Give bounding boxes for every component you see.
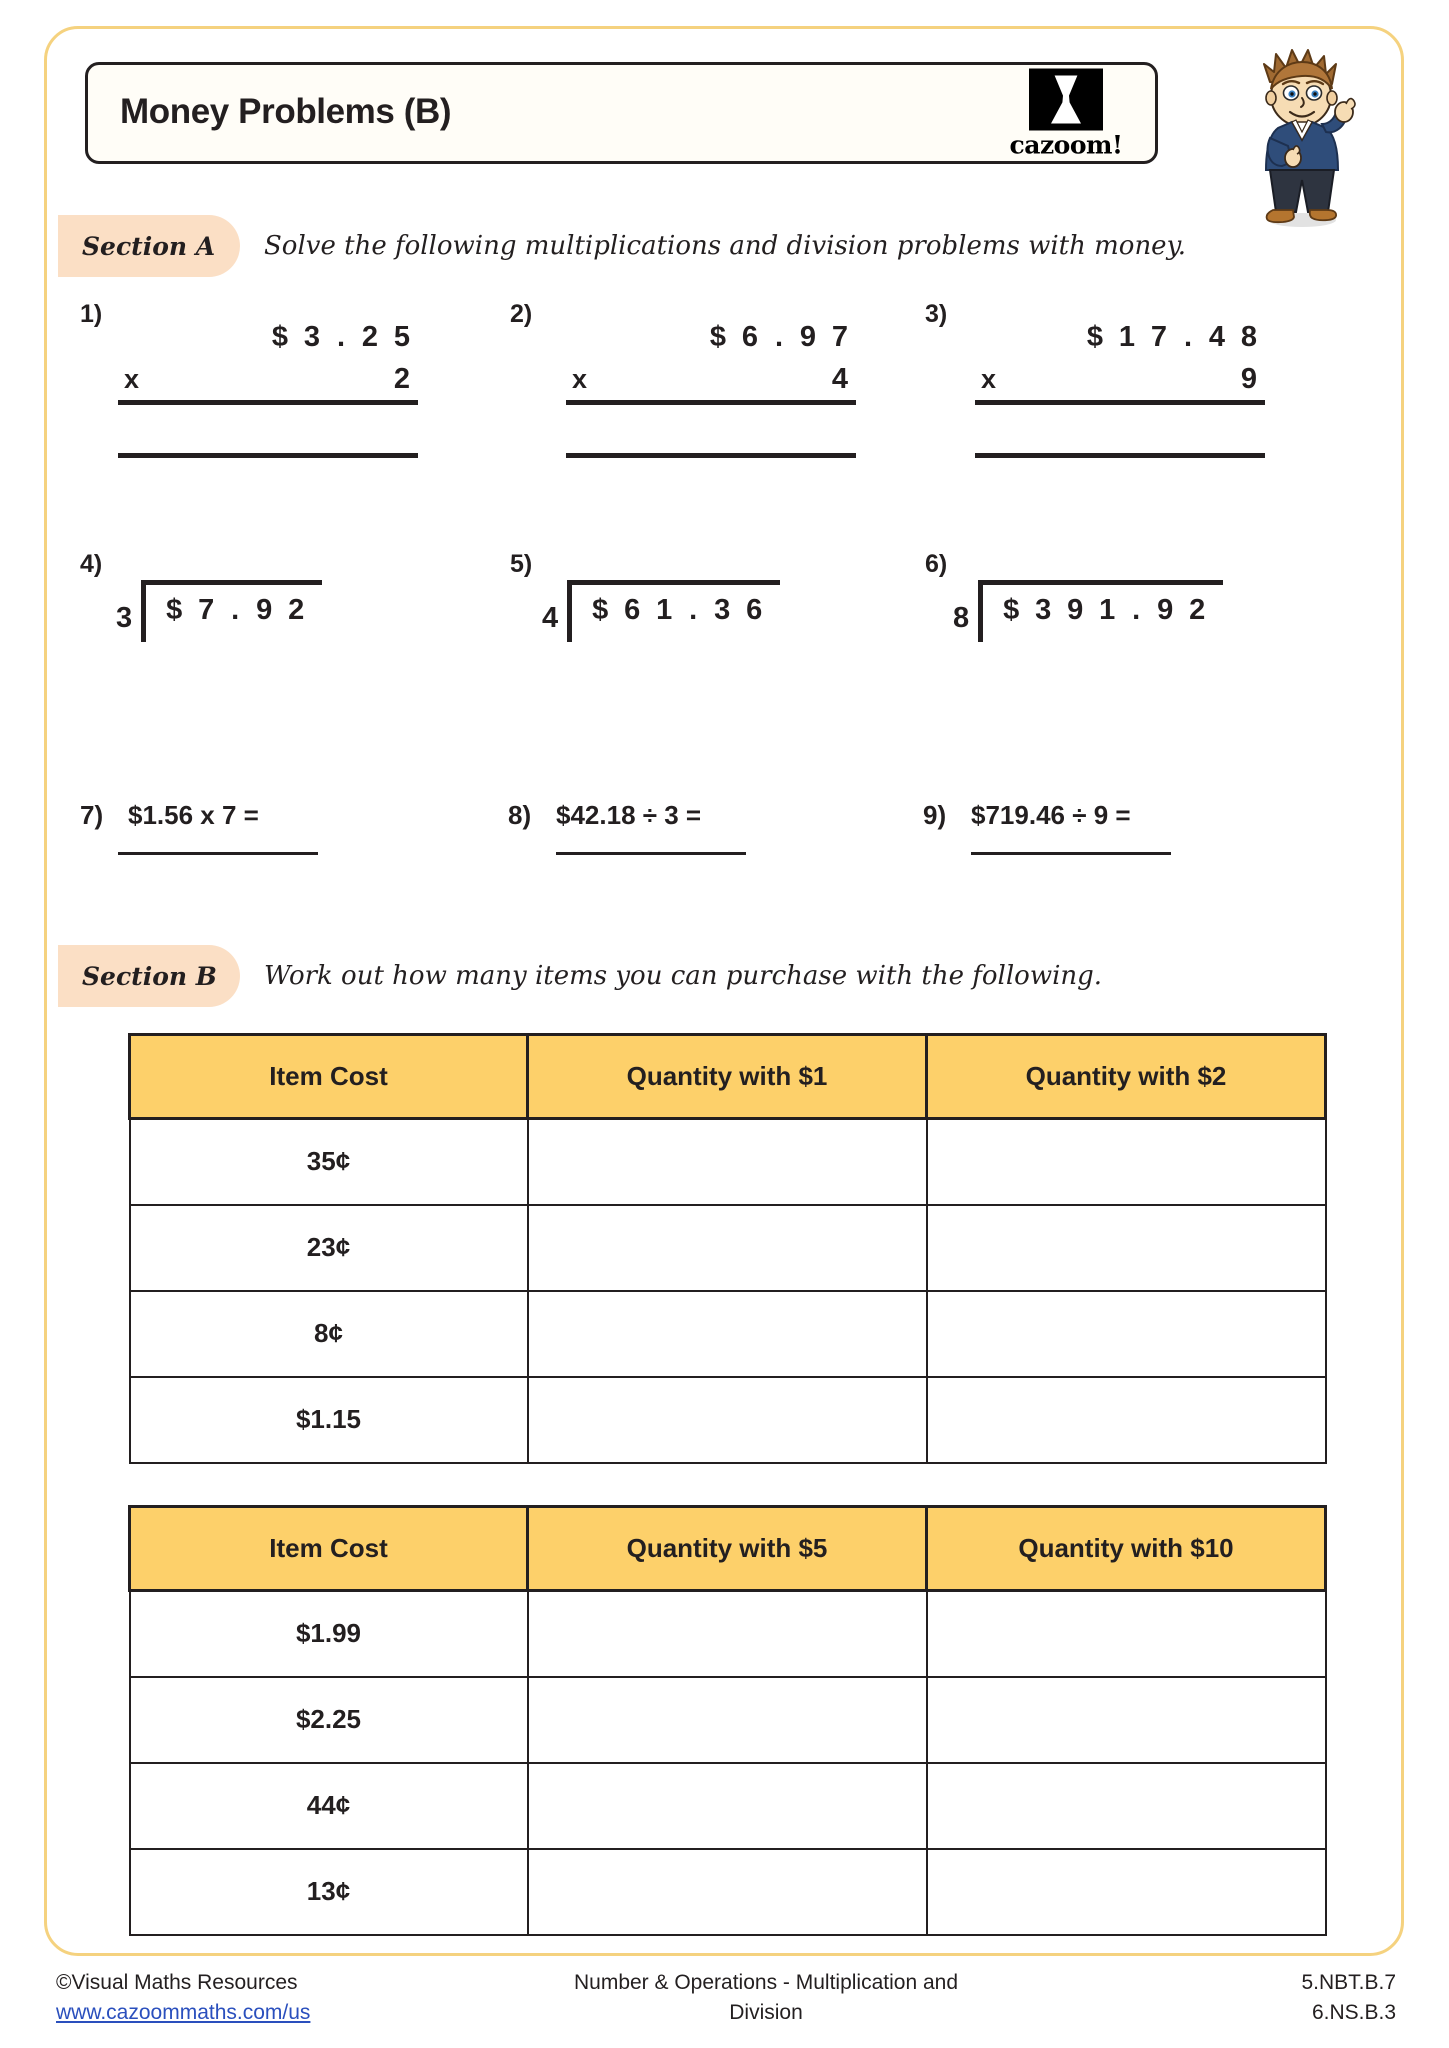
problem-3-operand [975,316,1265,358]
digit: $ [271,320,289,353]
table-1-col-quantity-2: Quantity with $2 [927,1035,1326,1119]
digit: 9 [1157,594,1174,626]
problem-1-rule-bottom [118,453,418,458]
problem-6-number: 6) [925,550,948,578]
digit: $ [592,594,609,626]
digit: 3 [714,594,731,626]
digit: $ [1086,320,1104,353]
item-cost-cell: 23¢ [130,1205,528,1291]
problem-2-operand [566,316,856,358]
table-2-col-quantity-10: Quantity with $10 [927,1507,1326,1591]
answer-cell[interactable] [528,1205,927,1291]
section-b-badge [58,945,240,1007]
digit: 5 [393,320,411,353]
answer-cell[interactable] [927,1377,1326,1463]
problem-9-expression: $719.46 ÷ 9 = [971,800,1131,830]
digit: 2 [361,320,379,353]
table-row [130,1119,1326,1205]
item-cost-cell: $1.15 [130,1377,528,1463]
table-row [130,1205,1326,1291]
footer-topic [531,1968,1001,2029]
table-row [130,1377,1326,1463]
problem-7-expression: $1.56 x 7 = [128,800,259,830]
digit: 4 [1208,320,1226,353]
problem-3-answer-space[interactable] [975,405,1265,453]
section-a-badge [58,215,240,277]
answer-cell[interactable] [528,1849,927,1935]
problem-1-operand [118,316,418,358]
digit: 2 [1189,594,1206,626]
item-cost-cell: 44¢ [130,1763,528,1849]
answer-cell[interactable] [927,1763,1326,1849]
footer-standards [1146,1968,1396,2029]
digit: 7 [198,594,215,626]
table-1-col-quantity-1: Quantity with $1 [528,1035,927,1119]
digit: . [1132,594,1141,626]
digit: 9 [799,320,817,353]
problem-2-rule-bottom [566,453,856,458]
problem-3-multiplier: 9 [1240,362,1258,395]
problem-3-rule-bottom [975,453,1265,458]
table-2-col-quantity-5: Quantity with $5 [528,1507,927,1591]
quantity-table-1 [128,1033,1327,1464]
problem-4-number: 4) [80,550,103,578]
digit: 6 [746,594,763,626]
problem-8-answer-line[interactable] [556,852,746,855]
answer-cell[interactable] [927,1205,1326,1291]
title-box [85,62,1158,164]
problem-4-dividend [141,580,322,642]
problem-5-dividend [567,580,780,642]
footer-website-link[interactable]: www.cazoommaths.com/us [56,2001,311,2025]
digit: . [1183,320,1193,353]
problem-7-number: 7) [80,800,104,830]
footer-standard-2: 6.NS.B.3 [1311,2001,1396,2025]
digit: 1 [1099,594,1116,626]
digit: . [689,594,698,626]
answer-cell[interactable] [528,1763,927,1849]
section-a-description: Solve the following multiplications and division problems with money. [264,231,1187,261]
problem-8-number: 8) [508,800,532,830]
footer-standard-1: 5.NBT.B.7 [1301,1971,1396,1994]
digit: 3 [303,320,321,353]
footer-copyright: ©Visual Maths Resources [56,1971,298,1994]
digit: 9 [1067,594,1084,626]
answer-cell[interactable] [927,1591,1326,1677]
problem-5-number: 5) [510,550,533,578]
table-row [130,1849,1326,1935]
problem-7-answer-line[interactable] [118,852,318,855]
problem-3-multiplier-row [975,358,1265,400]
digit: . [231,594,240,626]
digit: . [336,320,346,353]
problem-9-answer-line[interactable] [971,852,1171,855]
table-row [130,1677,1326,1763]
section-a-header [58,215,1186,277]
section-a-label: Section A [82,231,216,261]
problem-1-answer-space[interactable] [118,405,418,453]
footer-copyright-block [56,1968,386,2029]
item-cost-cell: 13¢ [130,1849,528,1935]
answer-cell[interactable] [528,1119,927,1205]
digit: . [774,320,784,353]
page-title: Money Problems (B) [120,92,452,132]
digit: 9 [256,594,273,626]
page-footer [56,1968,1396,2029]
table-2-header-row [130,1507,1326,1591]
problem-1-multiplier: 2 [393,362,411,395]
multiply-sign: x [572,363,588,394]
problem-9-number: 9) [923,800,947,830]
answer-cell[interactable] [927,1849,1326,1935]
problem-2-multiplier-row [566,358,856,400]
digit: 6 [624,594,641,626]
division-problems [80,550,1370,680]
digit: 1 [656,594,673,626]
problem-6-divisor: 8 [953,602,970,634]
mascot-boy-icon [1240,42,1365,232]
problem-5-divisor: 4 [542,602,559,634]
answer-cell[interactable] [927,1119,1326,1205]
digit: 7 [1150,320,1168,353]
quantity-table-2 [128,1505,1327,1936]
item-cost-cell: 8¢ [130,1291,528,1377]
multiplication-problems [80,300,1370,510]
multiply-sign: x [124,363,140,394]
table-1-header-row [130,1035,1326,1119]
digit: 2 [288,594,305,626]
table-row [130,1591,1326,1677]
logo-wordmark: cazoom! [1009,130,1123,160]
problem-1-multiplier-row [118,358,418,400]
answer-cell[interactable] [927,1291,1326,1377]
problem-1-number: 1) [80,300,103,328]
section-b-header [58,945,1102,1007]
digit: 7 [831,320,849,353]
answer-cell[interactable] [528,1677,927,1763]
section-b-description: Work out how many items you can purchase with the following. [264,961,1103,991]
digit: $ [1003,594,1020,626]
digit: 8 [1240,320,1258,353]
table-row [130,1291,1326,1377]
answer-cell[interactable] [528,1591,927,1677]
hourglass-icon [1029,69,1103,131]
table-2-col-item-cost: Item Cost [130,1507,528,1591]
table-row [130,1763,1326,1849]
table-1-col-item-cost: Item Cost [130,1035,528,1119]
answer-cell[interactable] [528,1291,927,1377]
digit: $ [166,594,183,626]
multiply-sign: x [981,363,997,394]
footer-topic-line-2: Division [729,2001,803,2025]
problem-2-multiplier: 4 [831,362,849,395]
answer-cell[interactable] [927,1677,1326,1763]
problem-2-number: 2) [510,300,533,328]
inline-problems [80,800,1370,910]
answer-cell[interactable] [528,1377,927,1463]
problem-4-divisor: 3 [116,602,133,634]
cazoom-logo [1001,69,1131,158]
footer-topic-line-1: Number & Operations - Multiplication and [573,1971,958,1994]
section-b-label: Section B [82,961,217,991]
problem-6-dividend [978,580,1223,642]
item-cost-cell: $2.25 [130,1677,528,1763]
digit: 1 [1118,320,1136,353]
item-cost-cell: $1.99 [130,1591,528,1677]
problem-8-expression: $42.18 ÷ 3 = [556,800,702,830]
problem-3-number: 3) [925,300,948,328]
digit: 3 [1035,594,1052,626]
problem-2-answer-space[interactable] [566,405,856,453]
digit: 6 [741,320,759,353]
digit: $ [709,320,727,353]
item-cost-cell: 35¢ [130,1119,528,1205]
